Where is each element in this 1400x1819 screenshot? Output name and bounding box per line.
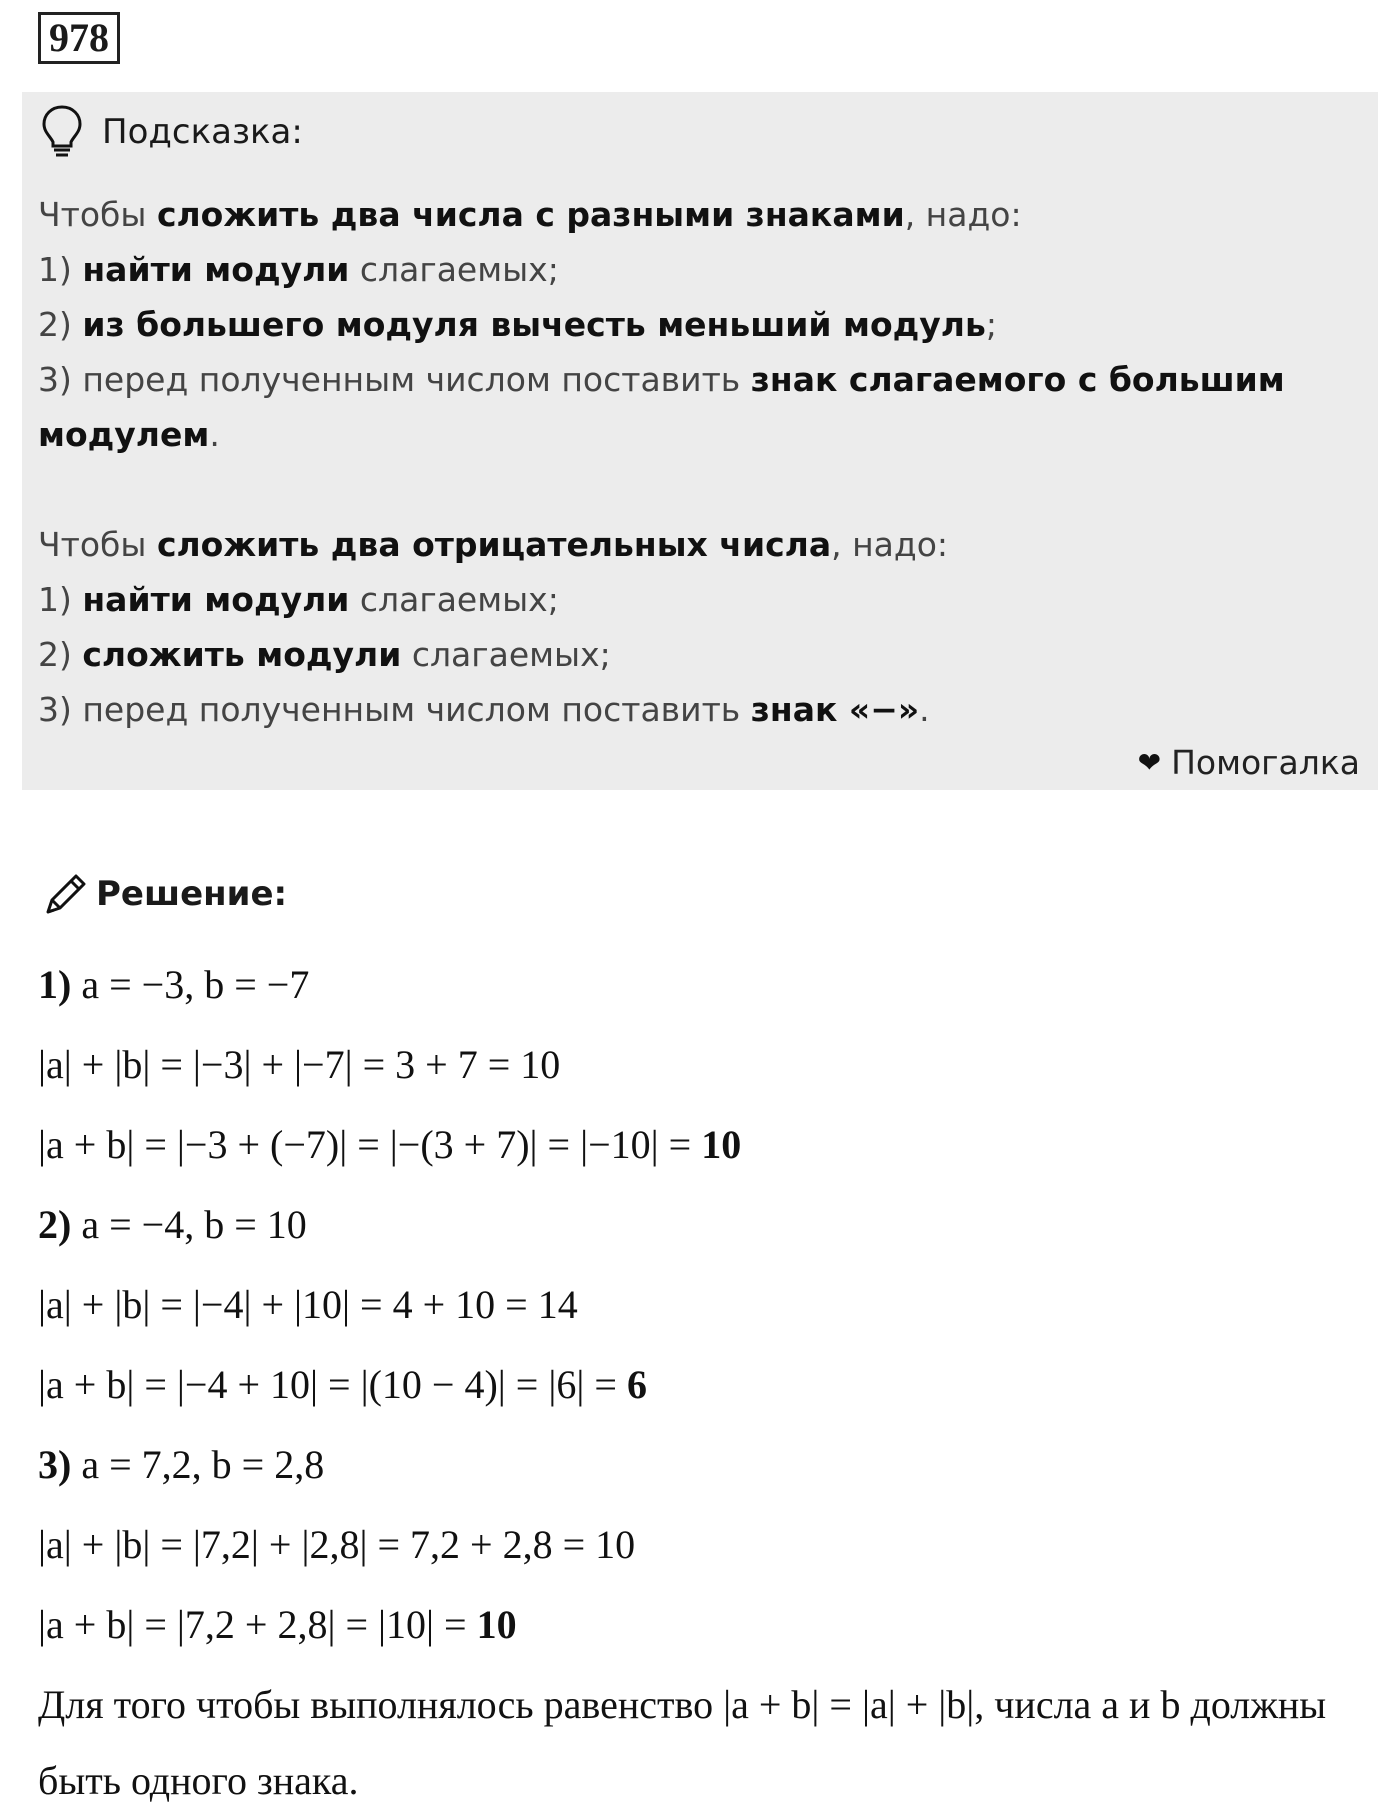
conclusion: Для того чтобы выполнялось равенство |a + b| = |a| + |b|, числа a и b должны быть одного знака. xyxy=(38,1682,1327,1803)
problem-number: 978 xyxy=(38,12,120,64)
item3-line1: |a| + |b| = |7,2| + |2,8| = 7,2 + 2,8 = 10 xyxy=(38,1522,636,1567)
solution-title: Решение: xyxy=(96,874,288,914)
rule2-step1: 1) найти модули слагаемых; xyxy=(38,580,559,619)
item2-line1: |a| + |b| = |−4| + |10| = 4 + 10 = 14 xyxy=(38,1282,578,1327)
solution-body xyxy=(38,945,1368,1819)
item1-given: 1) a = −3, b = −7 xyxy=(38,962,310,1007)
item1-line1: |a| + |b| = |−3| + |−7| = 3 + 7 = 10 xyxy=(38,1042,561,1087)
item2-given: 2) a = −4, b = 10 xyxy=(38,1202,307,1247)
hint-body xyxy=(38,187,1348,737)
solution-header xyxy=(40,868,287,920)
credit-label: Помогалка xyxy=(1171,743,1360,782)
rule2-intro: Чтобы сложить два отрицательных числа, надо: xyxy=(38,525,948,564)
lightbulb-icon xyxy=(40,104,84,160)
rule1-step2: 2) из большего модуля вычесть меньший модуль; xyxy=(38,305,997,344)
heart-icon: ❤ xyxy=(1137,746,1162,779)
rule1-step3: 3) перед полученным числом поставить знак слагаемого с большим модулем. xyxy=(38,360,1285,454)
pencil-icon xyxy=(40,868,92,920)
item2-line2: |a + b| = |−4 + 10| = |(10 − 4)| = |6| = 6 xyxy=(38,1362,647,1407)
item1-line2: |a + b| = |−3 + (−7)| = |−(3 + 7)| = |−10| = 10 xyxy=(38,1122,742,1167)
credit xyxy=(1138,743,1360,782)
rule2-step3: 3) перед полученным числом поставить знак «−». xyxy=(38,690,930,729)
hint-panel xyxy=(22,92,1378,790)
rule2-step2: 2) сложить модули слагаемых; xyxy=(38,635,611,674)
rule1-step1: 1) найти модули слагаемых; xyxy=(38,250,559,289)
hint-title: Подсказка: xyxy=(102,112,303,152)
item3-line2: |a + b| = |7,2 + 2,8| = |10| = 10 xyxy=(38,1602,517,1647)
hint-header xyxy=(40,102,303,162)
rule1-intro: Чтобы сложить два числа с разными знаками, надо: xyxy=(38,195,1022,234)
item3-given: 3) a = 7,2, b = 2,8 xyxy=(38,1442,325,1487)
